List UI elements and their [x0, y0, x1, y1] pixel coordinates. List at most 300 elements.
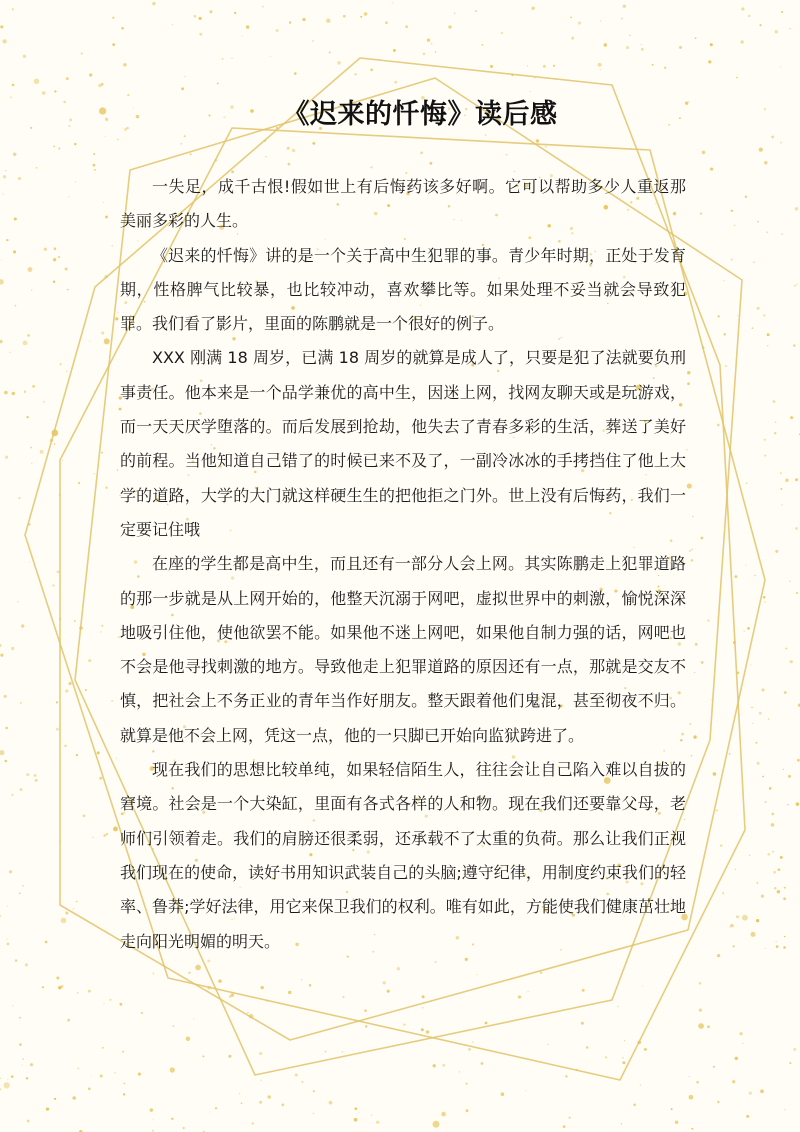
gold-speck — [624, 1040, 625, 1041]
gold-speck — [19, 1043, 22, 1046]
gold-speck — [763, 596, 766, 599]
gold-speck — [751, 932, 756, 937]
gold-speck — [785, 478, 789, 482]
gold-speck — [21, 1065, 22, 1066]
gold-speck — [422, 1007, 423, 1008]
gold-speck — [694, 672, 695, 673]
gold-speck — [89, 340, 90, 341]
gold-speck — [563, 1125, 566, 1128]
gold-speck — [466, 1109, 469, 1112]
gold-speck — [644, 1048, 647, 1051]
gold-speck — [262, 6, 263, 7]
gold-speck — [4, 391, 8, 395]
gold-speck — [783, 769, 784, 770]
gold-speck — [181, 87, 184, 90]
gold-speck — [744, 630, 745, 631]
gold-speck — [12, 392, 15, 395]
gold-speck — [776, 941, 777, 942]
gold-speck — [364, 1009, 367, 1012]
gold-speck — [207, 959, 210, 962]
gold-speck — [757, 221, 759, 223]
gold-speck — [604, 43, 607, 46]
gold-speck — [485, 134, 487, 136]
gold-speck — [710, 168, 713, 171]
gold-speck — [481, 1062, 484, 1065]
gold-speck — [288, 163, 291, 166]
gold-speck — [105, 215, 108, 218]
gold-speck — [301, 1081, 303, 1083]
gold-speck — [289, 21, 291, 23]
gold-speck — [112, 245, 113, 246]
gold-speck — [775, 421, 776, 422]
gold-speck — [103, 202, 104, 203]
gold-speck — [26, 773, 29, 776]
gold-speck — [117, 312, 118, 313]
gold-speck — [119, 1003, 122, 1006]
gold-speck — [231, 58, 232, 59]
gold-speck — [0, 654, 3, 657]
gold-speck — [698, 1023, 704, 1029]
gold-speck — [97, 751, 100, 754]
gold-speck — [354, 1118, 358, 1122]
gold-speck — [454, 12, 456, 14]
gold-speck — [0, 915, 1, 917]
gold-speck — [115, 317, 118, 320]
gold-speck — [66, 371, 68, 373]
gold-speck — [793, 344, 795, 346]
gold-speck — [259, 1052, 262, 1055]
gold-speck — [796, 284, 797, 285]
gold-speck — [776, 945, 779, 948]
gold-speck — [329, 51, 331, 53]
gold-speck — [578, 22, 581, 25]
gold-speck — [287, 147, 290, 150]
gold-speck — [67, 1019, 70, 1022]
gold-speck — [184, 135, 186, 137]
gold-speck — [775, 550, 778, 553]
gold-speck — [780, 66, 781, 67]
gold-speck — [789, 581, 790, 582]
gold-speck — [531, 7, 534, 10]
gold-speck — [735, 869, 736, 870]
gold-speck — [122, 1051, 124, 1053]
gold-speck — [92, 164, 95, 167]
gold-speck — [777, 890, 780, 893]
gold-speck — [731, 210, 733, 212]
gold-speck — [65, 912, 68, 915]
gold-speck — [324, 1051, 326, 1053]
gold-speck — [640, 1084, 641, 1085]
gold-speck — [312, 142, 315, 145]
gold-speck — [755, 742, 757, 744]
gold-speck — [88, 659, 91, 662]
gold-speck — [757, 762, 760, 765]
gold-speck — [27, 334, 30, 337]
gold-speck — [745, 565, 746, 566]
gold-speck — [28, 267, 33, 272]
gold-speck — [746, 483, 747, 484]
gold-speck — [247, 1012, 249, 1014]
gold-speck — [184, 76, 185, 77]
gold-speck — [276, 29, 279, 32]
gold-speck — [710, 43, 713, 46]
gold-speck — [741, 7, 744, 10]
gold-speck — [525, 1090, 526, 1091]
gold-speck — [423, 53, 426, 56]
article-body — [120, 170, 686, 959]
gold-speck — [117, 469, 118, 470]
gold-speck — [737, 315, 738, 316]
gold-speck — [64, 745, 66, 747]
gold-speck — [0, 750, 4, 755]
gold-speck — [76, 754, 78, 756]
gold-speck — [746, 1115, 749, 1118]
gold-speck — [103, 834, 106, 837]
gold-speck — [0, 1078, 1, 1079]
gold-speck — [30, 447, 32, 449]
gold-speck — [750, 664, 751, 665]
gold-speck — [371, 1115, 372, 1116]
gold-speck — [123, 1093, 125, 1095]
gold-speck — [228, 1055, 231, 1058]
gold-speck — [239, 1093, 240, 1094]
gold-speck — [77, 992, 79, 994]
gold-speck — [761, 688, 764, 691]
gold-speck — [586, 1046, 589, 1049]
gold-speck — [209, 1112, 210, 1113]
gold-speck — [81, 52, 83, 54]
gold-speck — [641, 48, 644, 51]
gold-speck — [775, 30, 778, 33]
paragraph: 现在我们的思想比较单纯，如果轻信陌生人，往往会让自己陷入难以自拔的窘境。社会是一个大染缸，里面有各式各样的人和物。现在我们还要靠父母，老师们引领着走。我们的肩膀还很柔弱，还承载不了太重的负荷。那么让我们正视我们现在的使命，读好书用知识武装自己的头脑;遵守纪律，用制度约束我们的轻率、鲁莽;学好法律，用它来保卫我们的权利。唯有如此，方能使我们健康茁壮地走向阳光明媚的明天。 — [120, 760, 686, 951]
gold-speck — [739, 1032, 742, 1035]
gold-speck — [476, 974, 477, 975]
gold-speck — [7, 1079, 8, 1080]
gold-speck — [435, 51, 436, 52]
gold-speck — [309, 984, 312, 987]
gold-speck — [765, 801, 767, 803]
gold-speck — [15, 959, 17, 961]
gold-speck — [763, 439, 765, 441]
gold-speck — [431, 43, 433, 45]
gold-speck — [795, 478, 798, 481]
gold-speck — [44, 248, 47, 251]
gold-speck — [789, 28, 791, 30]
gold-speck — [109, 999, 111, 1001]
gold-speck — [150, 1108, 153, 1111]
gold-speck — [121, 27, 123, 29]
gold-speck — [100, 1074, 103, 1077]
gold-speck — [313, 1113, 314, 1114]
gold-speck — [53, 258, 56, 261]
gold-speck — [790, 416, 793, 419]
gold-speck — [543, 65, 546, 68]
gold-speck — [713, 1066, 715, 1068]
gold-speck — [35, 779, 38, 782]
gold-speck — [124, 1083, 126, 1085]
gold-speck — [32, 385, 35, 388]
gold-speck — [783, 946, 786, 949]
gold-speck — [117, 139, 118, 140]
gold-speck — [689, 1095, 694, 1100]
gold-speck — [34, 774, 37, 777]
gold-speck — [1, 259, 2, 260]
gold-speck — [20, 702, 22, 704]
paragraph: 《迟来的忏悔》讲的是一个关于高中生犯罪的事。青少年时期，正处于发育期，性格脾气比较暴，也比较冲动，喜欢攀比等。如果处理不妥当就会导致犯罪。我们看了影片，里面的陈鹏就是一个很好的例子。 — [120, 245, 686, 334]
gold-speck — [729, 753, 731, 755]
gold-speck — [215, 1107, 217, 1109]
gold-speck — [153, 1119, 154, 1120]
gold-speck — [773, 871, 776, 874]
gold-speck — [0, 279, 4, 284]
gold-speck — [720, 845, 722, 847]
gold-speck — [796, 592, 798, 594]
gold-speck — [183, 1127, 185, 1129]
gold-speck — [76, 901, 77, 902]
gold-speck — [53, 280, 56, 283]
gold-speck — [701, 537, 704, 540]
gold-speck — [111, 700, 112, 701]
gold-speck — [427, 39, 430, 42]
gold-speck — [195, 965, 201, 971]
gold-speck — [671, 1108, 673, 1110]
gold-speck — [626, 46, 629, 49]
gold-speck — [691, 1128, 693, 1130]
gold-speck — [2, 39, 6, 43]
gold-speck — [781, 233, 783, 235]
gold-speck — [104, 338, 110, 344]
gold-speck — [795, 527, 798, 530]
gold-speck — [466, 1083, 468, 1085]
gold-speck — [58, 148, 60, 150]
gold-speck — [23, 341, 28, 346]
gold-speck — [700, 213, 702, 215]
gold-speck — [772, 851, 774, 853]
gold-speck — [736, 915, 739, 918]
gold-speck — [4, 1082, 10, 1088]
gold-speck — [54, 443, 56, 445]
gold-speck — [259, 1101, 262, 1104]
gold-speck — [759, 712, 762, 715]
gold-speck — [217, 82, 219, 84]
gold-speck — [45, 941, 48, 944]
gold-speck — [699, 982, 702, 985]
gold-speck — [5, 727, 8, 730]
gold-speck — [689, 550, 691, 552]
gold-speck — [295, 1074, 298, 1077]
gold-speck — [78, 482, 80, 484]
gold-speck — [36, 167, 37, 168]
gold-speck — [468, 1048, 470, 1050]
gold-speck — [695, 37, 697, 39]
gold-speck — [92, 837, 93, 838]
gold-speck — [329, 1101, 333, 1105]
gold-speck — [343, 15, 346, 18]
gold-speck — [769, 787, 772, 790]
paragraph: 在座的学生都是高中生，而且还有一部分人会上网。其实陈鹏走上犯罪道路的那一步就是从上网开始的，他整天沉溺于网吧，虚拟世界中的刺激，愉悦深深地吸引住他，使他欲罢不能。如果他不迷上网吧，如果他自制力强的话，网吧也不会是他寻找刺激的地方。导致他走上犯罪道路的原因还有一点，那就是交友不慎，把社会上不务正业的青年当作好朋友。整天跟着他们鬼混，甚至彻夜不归。就算是他不会上网，凭这一点，他的一只脚已开始向监狱跨进了。 — [120, 554, 686, 745]
gold-speck — [77, 1068, 79, 1070]
gold-speck — [231, 993, 234, 996]
gold-speck — [435, 961, 437, 963]
gold-speck — [723, 333, 725, 335]
gold-speck — [536, 139, 539, 142]
gold-speck — [748, 15, 750, 17]
gold-speck — [0, 340, 3, 343]
gold-speck — [761, 895, 764, 898]
gold-speck — [442, 1064, 445, 1067]
gold-speck — [629, 34, 631, 36]
gold-speck — [696, 1081, 699, 1084]
gold-speck — [780, 472, 782, 474]
gold-speck — [252, 1122, 254, 1124]
gold-speck — [54, 1098, 56, 1100]
gold-speck — [113, 826, 118, 831]
gold-speck — [337, 61, 341, 65]
gold-speck — [23, 55, 26, 58]
gold-speck — [267, 1095, 271, 1099]
gold-speck — [547, 1044, 548, 1045]
gold-speck — [735, 575, 738, 578]
gold-speck — [12, 1005, 13, 1006]
gold-speck — [88, 990, 91, 993]
gold-speck — [180, 143, 182, 145]
gold-speck — [664, 67, 666, 69]
gold-speck — [780, 488, 782, 490]
gold-speck — [194, 15, 197, 18]
gold-speck — [741, 40, 744, 43]
gold-speck — [691, 755, 693, 757]
gold-speck — [19, 892, 21, 894]
gold-speck — [699, 1009, 702, 1012]
gold-speck — [0, 25, 3, 28]
gold-speck — [54, 247, 57, 250]
gold-speck — [22, 885, 24, 887]
gold-speck — [747, 627, 750, 630]
gold-speck — [53, 146, 55, 148]
gold-speck — [708, 60, 711, 63]
gold-speck — [172, 24, 173, 25]
gold-speck — [785, 648, 787, 650]
gold-speck — [793, 1048, 796, 1051]
gold-speck — [102, 1047, 104, 1049]
gold-speck — [11, 794, 13, 796]
gold-speck — [540, 972, 542, 974]
gold-speck — [605, 1056, 607, 1058]
gold-speck — [385, 21, 388, 24]
gold-speck — [501, 1092, 505, 1096]
gold-speck — [13, 153, 17, 157]
gold-speck — [774, 432, 776, 434]
gold-speck — [93, 153, 95, 155]
gold-speck — [734, 225, 735, 226]
gold-speck — [702, 151, 706, 155]
gold-speck — [56, 701, 58, 703]
gold-speck — [342, 1051, 343, 1052]
gold-speck — [365, 1025, 367, 1027]
gold-speck — [265, 156, 267, 158]
gold-speck — [91, 1076, 92, 1077]
gold-speck — [358, 1112, 359, 1113]
gold-speck — [617, 1006, 618, 1007]
gold-speck — [7, 905, 8, 906]
gold-speck — [103, 1003, 104, 1004]
gold-speck — [764, 161, 768, 165]
gold-speck — [40, 450, 44, 454]
gold-speck — [138, 1073, 141, 1076]
gold-speck — [19, 1017, 21, 1019]
gold-speck — [17, 601, 18, 602]
gold-speck — [29, 562, 30, 563]
gold-speck — [6, 239, 8, 241]
gold-speck — [621, 18, 623, 20]
gold-speck — [752, 327, 754, 329]
gold-speck — [570, 17, 572, 19]
gold-speck — [623, 5, 626, 8]
gold-speck — [62, 460, 63, 461]
gold-speck — [742, 1043, 743, 1044]
gold-speck — [152, 2, 155, 5]
gold-speck — [58, 256, 60, 258]
gold-speck — [765, 948, 766, 949]
gold-speck — [202, 1055, 204, 1057]
gold-speck — [565, 1075, 567, 1077]
gold-speck — [101, 625, 103, 627]
gold-speck — [752, 723, 753, 724]
gold-speck — [94, 169, 96, 171]
gold-speck — [387, 990, 390, 993]
gold-speck — [633, 1104, 636, 1107]
paragraph: XXX 刚满 18 周岁，已满 18 周岁的就算是成人了，只要是犯了法就要负刑事责任。他本来是一个品学兼优的高中生，因迷上网，找网友聊天或是玩游戏，而一天天厌学堕落的。而后发展到抢劫，他失去了青春多彩的生活，葬送了美好的前程。当他知道自己错了的时候已来不及了，一副冷冰冰的手拷挡住了他上大学的道路，大学的大门就这样硬生生的把他拒之门外。世上没有后悔药，我们一定要记住哦 — [120, 348, 686, 539]
gold-speck — [18, 177, 21, 180]
gold-speck — [757, 882, 759, 884]
gold-speck — [343, 996, 345, 998]
gold-speck — [736, 77, 738, 79]
gold-speck — [518, 995, 521, 998]
gold-speck — [622, 1061, 625, 1064]
gold-speck — [784, 1109, 786, 1111]
gold-speck — [394, 81, 397, 84]
gold-speck — [85, 689, 87, 691]
gold-speck — [433, 1064, 436, 1067]
page-title: 《迟来的忏悔》读后感 — [282, 99, 558, 130]
gold-speck — [114, 1072, 115, 1073]
gold-speck — [59, 363, 61, 365]
gold-speck — [65, 689, 68, 692]
gold-speck — [768, 718, 770, 720]
gold-speck — [383, 981, 386, 984]
gold-speck — [370, 166, 372, 168]
gold-speck — [600, 69, 601, 70]
gold-speck — [261, 986, 264, 989]
gold-speck — [732, 1080, 735, 1083]
gold-speck — [749, 855, 750, 856]
gold-speck — [701, 661, 704, 664]
gold-speck — [641, 44, 642, 45]
gold-speck — [66, 77, 69, 80]
gold-speck — [52, 585, 54, 587]
gold-speck — [101, 452, 103, 454]
gold-speck — [83, 814, 86, 817]
gold-speck — [692, 516, 694, 518]
gold-speck — [764, 455, 766, 457]
gold-speck — [188, 972, 190, 974]
gold-speck — [432, 1121, 439, 1128]
gold-speck — [199, 33, 202, 36]
gold-speck — [112, 43, 115, 46]
gold-speck — [31, 290, 32, 291]
gold-speck — [105, 487, 107, 489]
gold-speck — [393, 49, 396, 52]
